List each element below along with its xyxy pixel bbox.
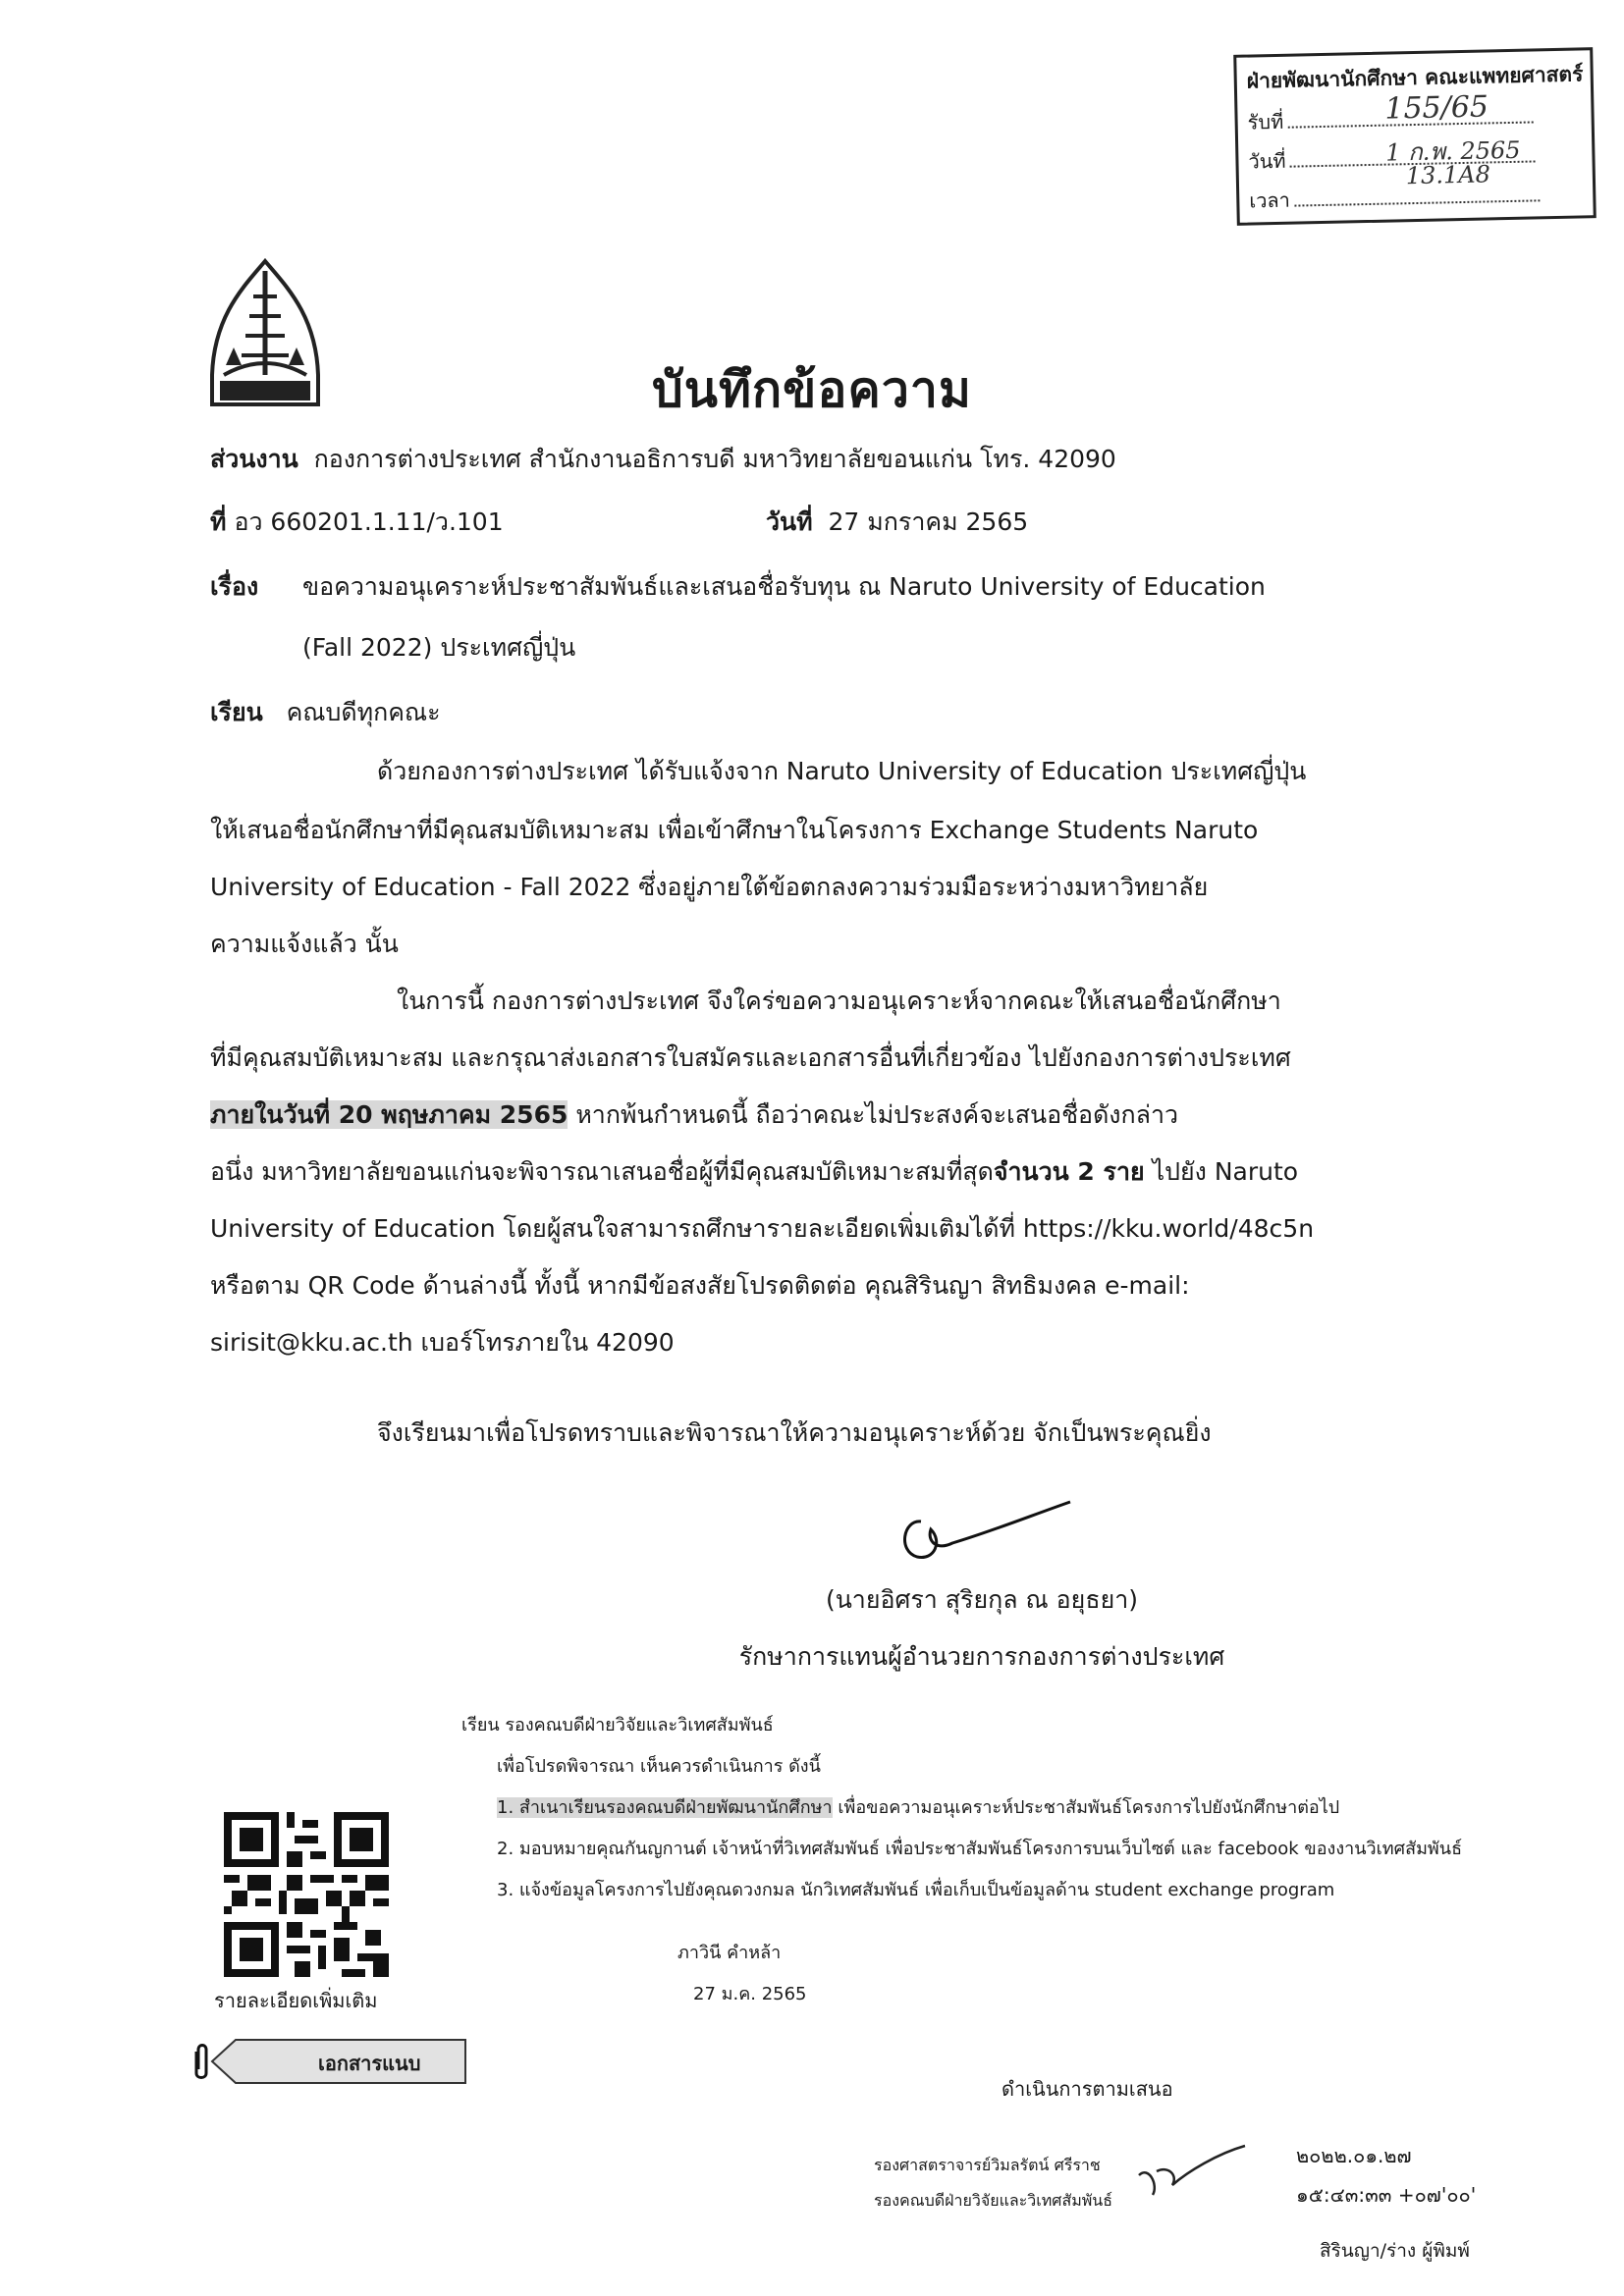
stamp-time-label: เวลา xyxy=(1249,187,1291,213)
note-writer: ภาวินี คำหล้า xyxy=(677,1943,782,1963)
quota-bold: จำนวน 2 ราย xyxy=(993,1157,1145,1186)
stamp-time-value: 13.1A8 xyxy=(1405,160,1491,190)
p2-line-1: ในการนี้ กองการต่างประเทศ จึงใคร่ขอความอนุเคราะห์จากคณะให้เสนอชื่อนักศึกษา xyxy=(397,987,1281,1015)
department-label: ส่วนงาน xyxy=(210,445,298,473)
stamp-received-value: 155/65 xyxy=(1384,89,1489,127)
stamp-date-value: 1 ก.พ. 2565 xyxy=(1385,135,1521,167)
note-item-1: 1. สำเนาเรียนรองคณบดีฝ่ายพัฒนานักศึกษา เพื่อขอความอนุเคราะห์ประชาสัมพันธ์โครงการไปยังนักศึกษาต่อไป xyxy=(497,1797,1340,1818)
date-value: 27 มกราคม 2565 xyxy=(828,507,1029,536)
approver-name: รองศาสตราจารย์วิมลรัตน์ ศรีราช xyxy=(874,2156,1101,2174)
p1-line-4: ความแจ้งแล้ว นั้น xyxy=(210,930,399,958)
attachment-label: เอกสารแนบ xyxy=(318,2052,421,2075)
p2-line-3: ภายในวันที่ 20 พฤษภาคม 2565 หากพ้นกำหนดนี้ ถือว่าคณะไม่ประสงค์จะเสนอชื่อดังกล่าว xyxy=(210,1100,1179,1129)
ref-line xyxy=(210,503,504,542)
deadline-highlight: ภายในวันที่ 20 พฤษภาคม 2565 xyxy=(210,1100,568,1129)
note-item-3: 3. แจ้งข้อมูลโครงการไปยังคุณดวงกมล นักวิเทศสัมพันธ์ เพื่อเก็บเป็นข้อมูลด้าน student exchange program xyxy=(497,1880,1335,1900)
to-value: คณบดีทุกคณะ xyxy=(286,698,441,726)
note-line-1: เรียน รองคณบดีฝ่ายวิจัยและวิเทศสัมพันธ์ xyxy=(461,1715,774,1735)
document-title: บันทึกข้อความ xyxy=(652,361,972,418)
paperclip-icon xyxy=(189,2044,212,2083)
note-writer-date: 27 ม.ค. 2565 xyxy=(693,1984,807,2004)
department-line xyxy=(210,440,1116,479)
signer-name: (นายอิศรา สุริยกุล ณ อยุธยา) xyxy=(825,1585,1139,1614)
p2-line-2: ที่มีคุณสมบัติเหมาะสม และกรุณาส่งเอกสารใบสมัครและเอกสารอื่นที่เกี่ยวข้อง ไปยังกองการต่างประเทศ xyxy=(210,1043,1291,1072)
approver-signature xyxy=(1129,2136,1247,2205)
p1-line-1: ด้วยกองการต่างประเทศ ได้รับแจ้งจาก Naruto University of Education ประเทศญี่ปุ่น xyxy=(377,757,1307,785)
date-line xyxy=(766,503,1028,542)
digital-datestamp-date: ๒๐๒๒.๐๑.๒๗ xyxy=(1296,2144,1412,2167)
qr-caption: รายละเอียดเพิ่มเติม xyxy=(214,1989,378,2012)
note-line-2: เพื่อโปรดพิจารณา เห็นควรดำเนินการ ดังนี้ xyxy=(497,1756,821,1777)
closing-line: จึงเรียนมาเพื่อโปรดทราบและพิจารณาให้ความอนุเคราะห์ด้วย จักเป็นพระคุณยิ่ง xyxy=(377,1418,1212,1447)
to-label: เรียน xyxy=(210,698,263,726)
handwritten-signature xyxy=(884,1492,1080,1571)
p2-line-5: University of Education โดยผู้สนใจสามารถศึกษารายละเอียดเพิ่มเติมได้ที่ https://kku.world/48c5n xyxy=(210,1214,1315,1243)
approver-position: รองคณบดีฝ่ายวิจัยและวิเทศสัมพันธ์ xyxy=(874,2191,1113,2210)
note-item-1-highlight: 1. สำเนาเรียนรองคณบดีฝ่ายพัฒนานักศึกษา xyxy=(497,1797,833,1818)
qr-code-icon[interactable] xyxy=(224,1812,389,1977)
p1-line-3: University of Education - Fall 2022 ซึ่งอยู่ภายใต้ข้อตกลงความร่วมมือระหว่างมหาวิทยาลัย xyxy=(210,873,1209,901)
p2-line-7: sirisit@kku.ac.th เบอร์โทรภายใน 42090 xyxy=(210,1328,675,1357)
attachment-tab[interactable] xyxy=(210,2038,467,2085)
date-label: วันที่ xyxy=(766,507,813,536)
receiving-stamp xyxy=(1233,47,1597,226)
stamp-date-label: วันที่ xyxy=(1248,148,1286,174)
ref-value: อว 660201.1.11/ว.101 xyxy=(234,507,504,536)
stamp-title: ฝ่ายพัฒนานักศึกษา คณะแพทยศาสตร์ xyxy=(1246,62,1584,93)
note-item-2: 2. มอบหมายคุณกันญกานต์ เจ้าหน้าที่วิเทศสัมพันธ์ เพื่อประชาสัมพันธ์โครงการบนเว็บไซต์ และ facebook ของงานวิเทศสัมพันธ์ xyxy=(497,1839,1463,1859)
subject-line xyxy=(210,567,258,607)
p2-line-4: อนึ่ง มหาวิทยาลัยขอนแก่นจะพิจารณาเสนอชื่อผู้ที่มีคุณสมบัติเหมาะสมที่สุดจำนวน 2 ราย ไปยัง Naruto xyxy=(210,1157,1299,1186)
p2-line-6: หรือตาม QR Code ด้านล่างนี้ ทั้งนี้ หากมีข้อสงสัยโปรดติดต่อ คุณสิรินญา สิทธิมงคล e-mail: xyxy=(210,1271,1190,1300)
ref-label: ที่ xyxy=(210,507,227,536)
approval-text: ดำเนินการตามเสนอ xyxy=(1001,2077,1173,2101)
stamp-received-label: รับที่ xyxy=(1247,109,1284,134)
department-value: กองการต่างประเทศ สำนักงานอธิการบดี มหาวิทยาลัยขอนแก่น โทร. 42090 xyxy=(313,445,1116,473)
subject-label: เรื่อง xyxy=(210,572,259,601)
signer-position: รักษาการแทนผู้อำนวยการกองการต่างประเทศ xyxy=(738,1642,1225,1671)
drafter-footer: สิรินญา/ร่าง ผู้พิมพ์ xyxy=(1320,2240,1470,2262)
to-line xyxy=(210,693,441,732)
stamp-time-row xyxy=(1249,179,1540,216)
subject-text-2: (Fall 2022) ประเทศญี่ปุ่น xyxy=(302,633,576,662)
digital-datestamp-time: ๑๕:๔๓:๓๓ +๐๗'๐๐' xyxy=(1296,2183,1477,2207)
subject-text-1: ขอความอนุเคราะห์ประชาสัมพันธ์และเสนอชื่อรับทุน ณ Naruto University of Education xyxy=(302,572,1266,601)
p1-line-2: ให้เสนอชื่อนักศึกษาที่มีคุณสมบัติเหมาะสม เพื่อเข้าศึกษาในโครงการ Exchange Students Naruto xyxy=(210,816,1259,844)
